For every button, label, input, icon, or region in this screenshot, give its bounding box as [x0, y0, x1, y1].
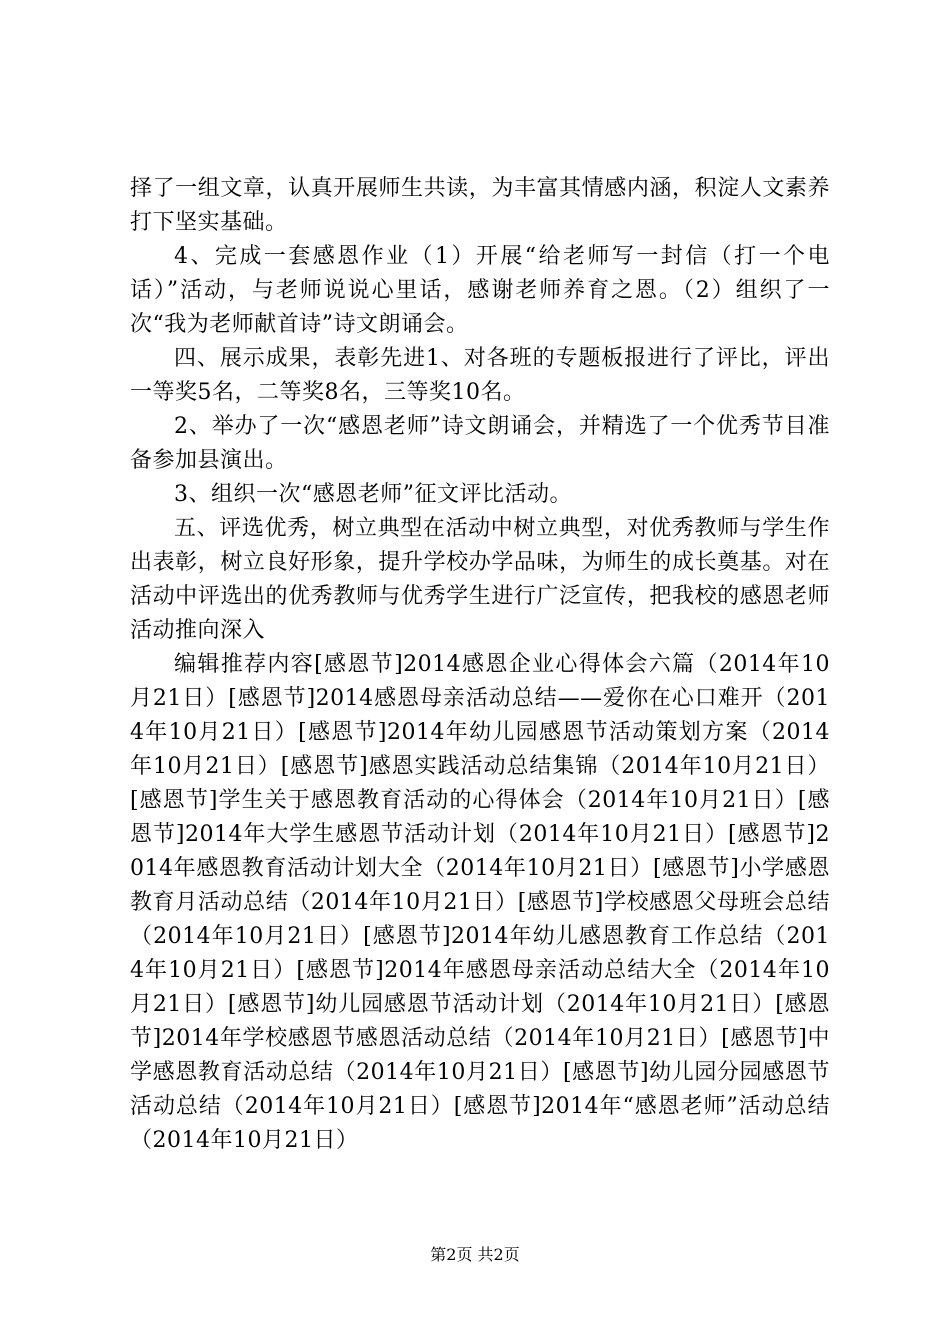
paragraph-3: 四、展示成果，表彰先进1、对各班的专题板报进行了评比，评出一等奖5名，二等奖8名，三等奖10名。 — [130, 346, 830, 405]
paragraph-recommended: 编辑推荐内容[感恩节]2014感恩企业心得体会六篇（2014年10月21日）[感恩节]2014感恩母亲活动总结——爱你在心口难开（2014年10月21日）[感恩节]2014年幼儿园感恩节活动策划方案（2014年10月21日）[感恩节]感恩实践活动总结集锦（2014年10月21日）[感恩节]学生关于感恩教育活动的心得体会（2014年10月21日）[感恩节]2014年大学生感恩节活动计划（2014年10月21日）[感恩节]2014年感恩教育活动计划大全（2014年10月21日）[感恩节]小学感恩教育月活动总结（2014年10月21日）[感恩节]学校感恩父母班会总结（2014年10月21日）[感恩节]2014年幼儿感恩教育工作总结（2014年10月21日）[感恩节]2014年感恩母亲活动总结大全（2014年10月21日）[感恩节]幼儿园感恩节活动计划（2014年10月21日）[感恩节]2014年学校感恩节感恩活动总结（2014年10月21日）[感恩节]中学感恩教育活动总结（2014年10月21日）[感恩节]幼儿园分园感恩节活动总结（2014年10月21日）[感恩节]2014年“感恩老师”活动总结（2014年10月21日） — [130, 652, 830, 1153]
paragraph-6: 五、评选优秀，树立典型在活动中树立典型，对优秀教师与学生作出表彰，树立良好形象，提升学校办学品味，为师生的成长奠基。对在活动中评选出的优秀教师与优秀学生进行广泛宣传，把我校的感恩老师活动推向深入 — [130, 516, 830, 643]
paragraph-5: 3、组织一次“感恩老师”征文评比活动。 — [174, 482, 572, 507]
paragraph-2: 4、完成一套感恩作业（1）开展“给老师写一封信（打一个电话）”活动，与老师说说心里话，感谢老师养育之恩。（2）组织了一次“我为老师献首诗”诗文朗诵会。 — [130, 244, 830, 337]
paragraph-4: 2、举办了一次“感恩老师”诗文朗诵会，并精选了一个优秀节目准备参加县演出。 — [130, 414, 830, 473]
document-body — [130, 172, 830, 1158]
paragraph-1: 择了一组文章，认真开展师生共读，为丰富其情感内涵，积淀人文素养打下坚实基础。 — [130, 176, 830, 235]
page-footer: 第2页 共2页 — [430, 1245, 520, 1264]
